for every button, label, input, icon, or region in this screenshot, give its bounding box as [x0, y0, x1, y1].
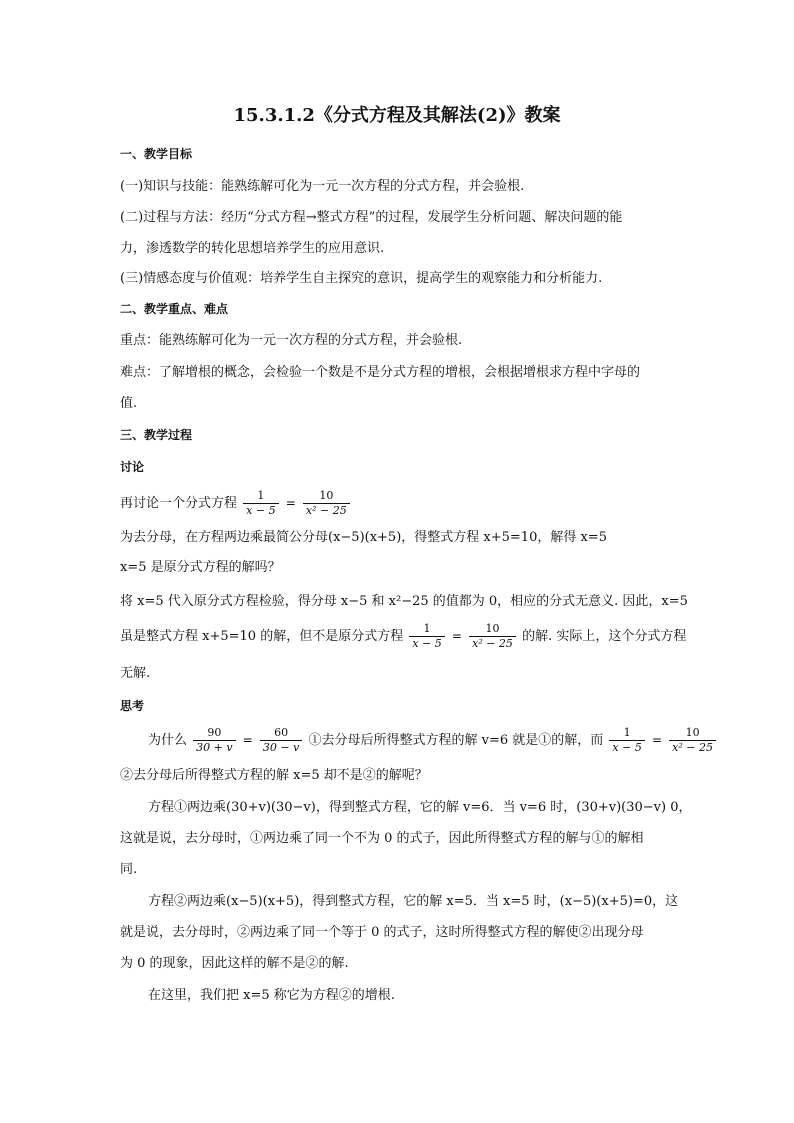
section-heading-keypoints: 二、教学重点、难点	[120, 302, 229, 316]
fraction-numerator: 90	[207, 726, 222, 739]
discuss-intro-text: 再讨论一个分式方程	[120, 496, 238, 511]
discuss-question: x=5 是原分式方程的解吗？	[120, 560, 281, 575]
equals-sign: =	[451, 629, 462, 643]
fraction-denominator: x − 5	[609, 740, 644, 755]
fraction-10-over-x2-minus-25	[303, 489, 350, 518]
discuss-clear-denominator: 为去分母，在方程两边乘最简公分母(x−5)(x+5)，得整式方程 x+5=10，解得 x=5	[120, 530, 607, 545]
fraction-numerator: 10	[685, 726, 700, 739]
fraction-1-over-x-minus-5	[609, 726, 644, 755]
explain-eq1-line1: 方程①两边乘(30+v)(30−v)，得到整式方程，它的解 v=6．当 v=6 时，(30+v)(30−v) 0，	[148, 800, 692, 815]
discuss-check: 将 x=5 代入原分式方程检验，得分母 x−5 和 x²−25 的值都为 0，相应的分式无意义. 因此，x=5	[120, 594, 688, 609]
extraneous-root-definition: 在这里，我们把 x=5 称它为方程②的增根.	[148, 988, 395, 1003]
discuss-equation-line	[120, 486, 352, 520]
fraction-denominator: x − 5	[243, 503, 278, 518]
equals-sign: =	[285, 496, 296, 510]
subheading-think: 思考	[120, 699, 145, 713]
explain-eq2-line2: 就是说，去分母时，②两边乘了同一个等于 0 的式子，这时所得整式方程的解使②出现分母	[120, 925, 644, 940]
subheading-discuss: 讨论	[120, 460, 145, 474]
fraction-numerator: 1	[257, 489, 265, 502]
fraction-1-over-x-minus-5	[243, 489, 278, 518]
equals-sign: =	[242, 733, 253, 747]
think-question-line2: ②去分母后所得整式方程的解 x=5 却不是②的解呢？	[120, 768, 428, 783]
discuss-conclusion-post: 的解. 实际上，这个分式方程	[522, 629, 687, 644]
fraction-numerator: 10	[319, 489, 334, 502]
discuss-conclusion-pre: 虽是整式方程 x+5=10 的解，但不是原分式方程	[120, 629, 404, 644]
section-heading-objectives: 一、教学目标	[120, 147, 193, 161]
fraction-numerator: 1	[623, 726, 631, 739]
think-question-line	[148, 723, 718, 757]
explain-eq1-line2: 这就是说，去分母时，①两边乘了同一个不为 0 的式子，因此所得整式方程的解与①的解相	[120, 831, 644, 846]
fraction-numerator: 10	[485, 622, 500, 635]
objective-knowledge: (一)知识与技能：能熟练解可化为一元一次方程的分式方程，并会验根.	[120, 179, 525, 194]
section-heading-process: 三、教学过程	[120, 428, 193, 442]
fraction-1-over-x-minus-5	[409, 622, 444, 651]
fraction-numerator: 1	[423, 622, 431, 635]
explain-eq1-line3: 同.	[120, 862, 138, 877]
difficulty-line1: 难点：了解增根的概念，会检验一个数是不是分式方程的增根，会根据增根求方程中字母的	[120, 365, 641, 380]
fraction-10-over-x2-minus-25	[469, 622, 516, 651]
think-question-mid: ①去分母后所得整式方程的解 v=6 就是①的解，而	[308, 733, 604, 748]
fraction-denominator: 30 − v	[260, 740, 302, 755]
fraction-denominator: x² − 25	[303, 503, 350, 518]
fraction-10-over-x2-minus-25	[669, 726, 716, 755]
fraction-numerator: 60	[274, 726, 289, 739]
fraction-denominator: x² − 25	[469, 636, 516, 651]
fraction-denominator: x² − 25	[669, 740, 716, 755]
explain-eq2-line1: 方程②两边乘(x−5)(x+5)，得到整式方程，它的解 x=5．当 x=5 时，(x−5)(x+5)=0，这	[148, 894, 679, 909]
explain-eq2-line3: 为 0 的现象，因此这样的解不是②的解.	[120, 956, 349, 971]
key-point: 重点：能熟练解可化为一元一次方程的分式方程，并会验根.	[120, 333, 463, 348]
fraction-denominator: 30 + v	[193, 740, 235, 755]
difficulty-line2: 值.	[120, 396, 138, 411]
objective-process-line1: (二)过程与方法：经历“分式方程→整式方程”的过程，发展学生分析问题、解决问题的能	[120, 210, 623, 225]
page-title: 15.3.1.2《分式方程及其解法(2)》教案	[233, 105, 561, 126]
fraction-60-over-30-minus-v	[260, 726, 302, 755]
discuss-no-solution: 无解.	[120, 666, 151, 681]
objective-attitude: (三)情感态度与价值观：培养学生自主探究的意识，提高学生的观察能力和分析能力.	[120, 271, 603, 286]
think-question-pre: 为什么	[148, 733, 188, 748]
fraction-denominator: x − 5	[409, 636, 444, 651]
equals-sign: =	[651, 733, 663, 747]
discuss-conclusion-line	[120, 619, 686, 653]
objective-process-line2: 力，渗透数学的转化思想培养学生的应用意识.	[120, 241, 385, 256]
fraction-90-over-30-plus-v	[193, 726, 235, 755]
